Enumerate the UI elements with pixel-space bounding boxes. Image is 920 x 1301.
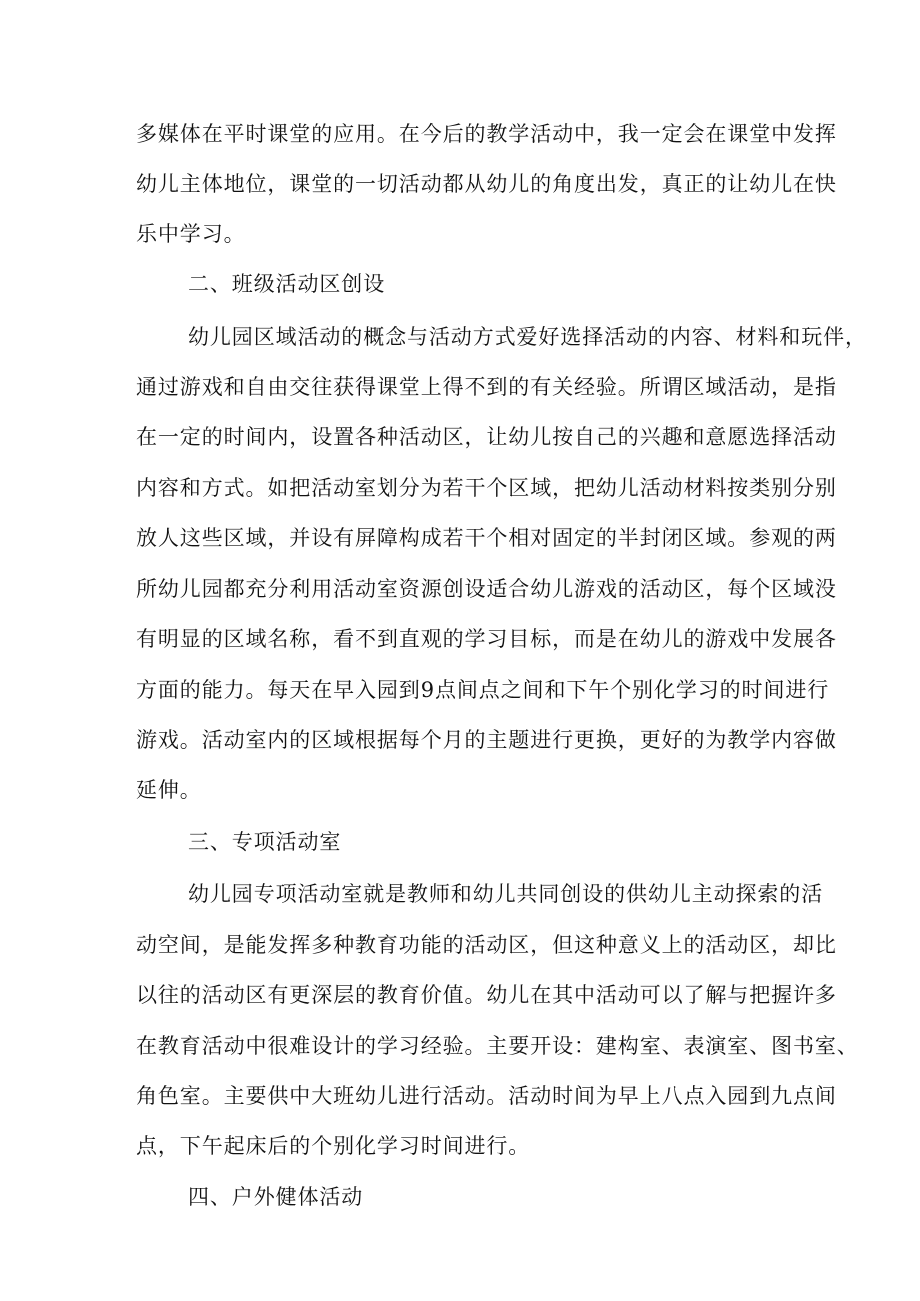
section-heading-2: 二、班级活动区创设	[188, 272, 386, 296]
paragraph-line: 在一定的时间内，设置各种活动区，让幼儿按自己的兴趣和意愿选择活动	[136, 425, 837, 449]
paragraph-line: 以往的活动区有更深层的教育价值。幼儿在其中活动可以了解与把握许多	[136, 983, 837, 1007]
paragraph-line: 幼儿园区域活动的概念与活动方式爱好选择活动的内容、材料和玩伴，	[188, 325, 867, 349]
paragraph-line: 动空间，是能发挥多种教育功能的活动区，但这种意义上的活动区，却比	[136, 933, 837, 957]
paragraph-line: 游戏。活动室内的区域根据每个月的主题进行更换，更好的为教学内容做	[136, 728, 837, 752]
paragraph-line: 放人这些区域，并设有屏障构成若干个相对固定的半封闭区域。参观的两	[136, 526, 837, 550]
paragraph-line: 点，下午起床后的个别化学习时间进行。	[136, 1134, 531, 1158]
paragraph-line: 所幼儿园都充分利用活动室资源创设适合幼儿游戏的活动区，每个区域没	[136, 577, 837, 601]
paragraph-line: 在教育活动中很难设计的学习经验。主要开设：建构室、表演室、图书室、	[136, 1034, 859, 1058]
paragraph-line: 幼儿园专项活动室就是教师和幼儿共同创设的供幼儿主动探索的活	[188, 882, 824, 906]
paragraph-line: 多媒体在平时课堂的应用。在今后的教学活动中，我一定会在课堂中发挥	[136, 122, 837, 146]
paragraph-line: 幼儿主体地位，课堂的一切活动都从幼儿的角度出发，真正的让幼儿在快	[136, 172, 837, 196]
paragraph-line: 角色室。主要供中大班幼儿进行活动。活动时间为早上八点入园到九点间	[136, 1084, 837, 1108]
section-heading-3: 三、专项活动室	[188, 830, 342, 854]
paragraph-line: 有明显的区域名称，看不到直观的学习目标，而是在幼儿的游戏中发展各	[136, 627, 837, 651]
paragraph-line: 通过游戏和自由交往获得课堂上得不到的有关经验。所谓区域活动，是指	[136, 375, 837, 399]
paragraph-line: 延伸。	[136, 778, 202, 802]
paragraph-line: 内容和方式。如把活动室划分为若干个区域，把幼儿活动材料按类别分别	[136, 476, 837, 500]
paragraph-line: 方面的能力。每天在早入园到9点间点之间和下午个别化学习的时间进行	[136, 678, 830, 702]
paragraph-line: 乐中学习。	[136, 222, 246, 246]
section-heading-4: 四、户外健体活动	[188, 1185, 364, 1209]
